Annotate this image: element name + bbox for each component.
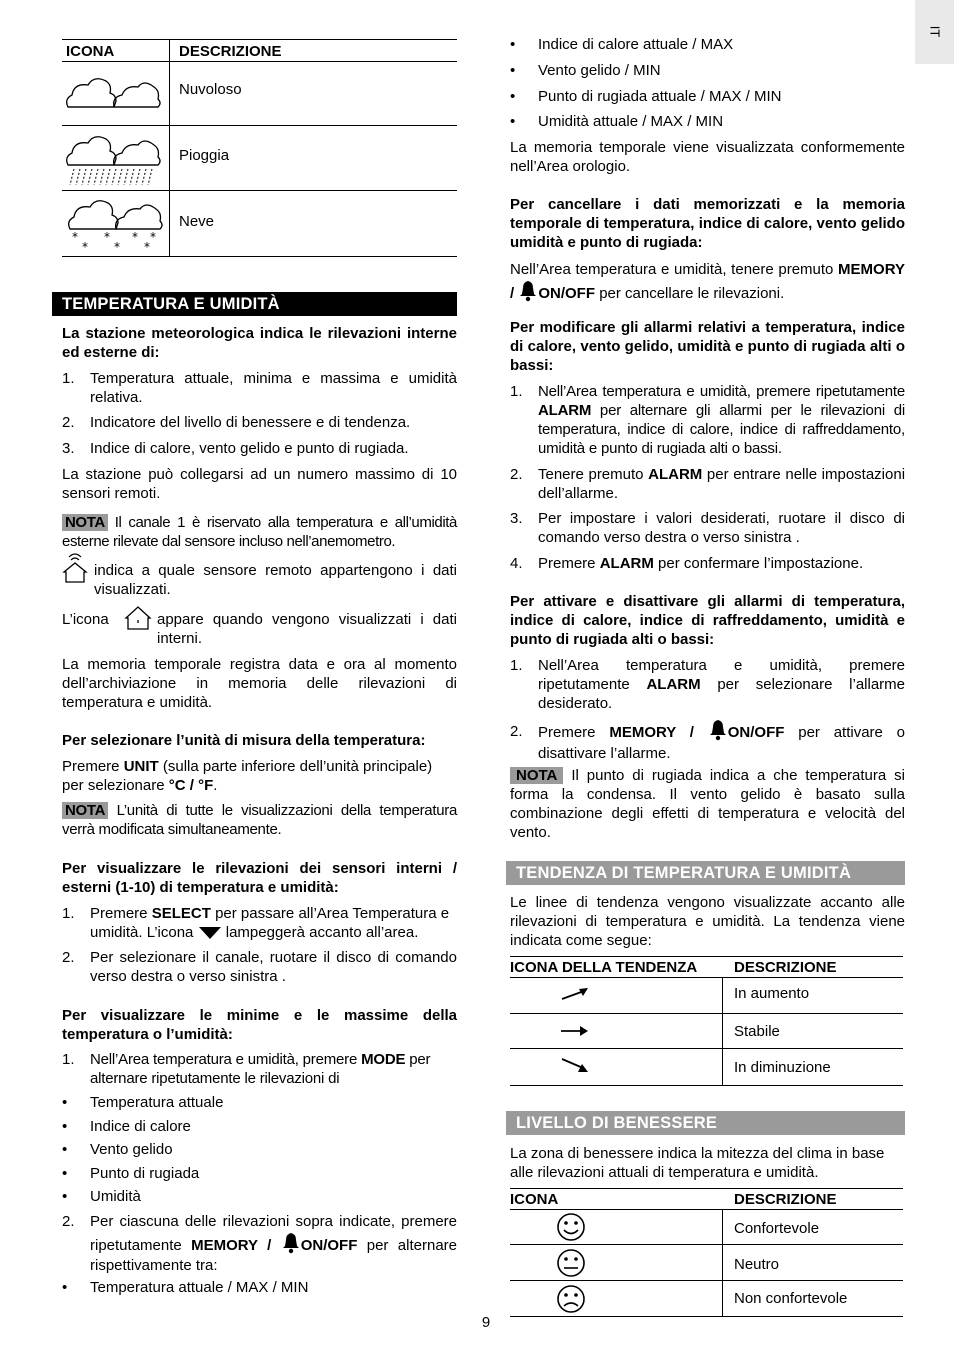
svg-text:*: * [114, 240, 120, 253]
weather-desc-snow: Neve [179, 213, 215, 230]
list-text: Indicatore del livello di benessere e di tendenza. [90, 414, 411, 431]
comfort-desc-comfortable: Confortevole [734, 1220, 820, 1237]
triangle-down-icon [198, 926, 222, 940]
cloud-icon [64, 73, 162, 113]
svg-text:*: * [104, 230, 110, 244]
list-number: 2. [62, 949, 75, 966]
list-item [510, 465, 905, 503]
list-text: Nell’Area temperatura e umidità, premere MODE per alternare ripetutamente le rilevazioni di [90, 1051, 431, 1087]
bullet-item: • Temperatura attuale [62, 1094, 224, 1111]
list-number: 1. [62, 1051, 75, 1068]
list-item [62, 413, 457, 432]
clear-heading: Per cancellare i dati memorizzati e la memoria temporale di temperatura, indice di calore, vento gelido umidità e punto di rugiada: [510, 196, 905, 251]
bullet-item: • Temperatura attuale / MAX / MIN [62, 1279, 309, 1296]
section-header-comfort: LIVELLO DI BENESSERE [506, 1111, 905, 1135]
list-text: Temperatura attuale, minima e massima e umidità relativa. [90, 370, 457, 406]
list-number: 2. [62, 1213, 75, 1230]
svg-text:*: * [144, 240, 150, 253]
bullet-item: • Indice di calore [62, 1117, 191, 1135]
list-item [62, 948, 457, 986]
list-number: 4. [510, 555, 523, 572]
list-item [510, 554, 905, 573]
nota-badge: NOTA [510, 767, 563, 784]
language-tab [915, 0, 954, 64]
remote-sensor-icon [62, 550, 88, 584]
list-item [510, 509, 905, 547]
comfort-table [510, 1188, 903, 1318]
bullet-item: • Umidità attuale / MAX / MIN [510, 113, 724, 130]
memory-text: La memoria temporale registra data e ora al momento dell’archiviazione in memoria delle rilevazioni di temperatura e umidità. [62, 656, 457, 711]
list-text: Tenere premuto ALARM per entrare nelle impostazioni dell’allarme. [538, 466, 906, 502]
view-heading: Per visualizzare le rilevazioni dei sensori interni / esterni (1-10) di temperatura e umidità: [62, 860, 457, 896]
list-item [510, 382, 905, 460]
svg-text:*: * [132, 230, 138, 244]
language-tab-label: IT [927, 25, 943, 38]
list-text: Premere MEMORY / ON/OFF per attivare o disattivare l’allarme. [538, 719, 905, 764]
list-number: 3. [62, 440, 75, 457]
nota-channel [62, 513, 457, 551]
table-header-icon: ICONA [66, 43, 115, 60]
rain-icon [64, 133, 162, 189]
table-header-description: DESCRIZIONE [179, 43, 282, 60]
nota-badge: NOTA [62, 802, 108, 819]
list-number: 1. [510, 383, 523, 400]
list-number: 2. [510, 466, 523, 483]
neutral-face-icon [556, 1248, 586, 1278]
bell-icon [518, 280, 538, 302]
comfort-desc-uncomfortable: Non confortevole [734, 1290, 848, 1307]
trend-desc-steady: Stabile [734, 1023, 780, 1040]
nota-badge: NOTA [62, 514, 108, 531]
list-number: 3. [510, 510, 523, 527]
list-number: 1. [62, 905, 75, 922]
bullet-item: • Vento gelido / MIN [510, 62, 661, 79]
bell-icon [281, 1232, 301, 1254]
list-number: 1. [62, 370, 75, 387]
arrow-down-icon [560, 1056, 590, 1074]
unit-heading: Per selezionare l’unità di misura della temperatura: [62, 732, 426, 749]
bullet-item: • Punto di rugiada [62, 1164, 200, 1182]
table-header-icon: ICONA DELLA TENDENZA [510, 959, 698, 976]
unit-text: Premere UNIT (sulla parte inferiore dell’unità principale) per selezionare °C / °F. [62, 758, 433, 794]
comfort-desc-neutral: Neutro [734, 1256, 780, 1273]
trend-desc-rising: In aumento [734, 985, 810, 1002]
svg-text:*: * [82, 240, 88, 253]
list-number: 2. [62, 414, 75, 431]
bell-icon [708, 719, 728, 741]
mem-display-text: La memoria temporale viene visualizzata conformemente nell’Area orologio. [510, 139, 905, 175]
nota-text: Il punto di rugiada indica a che temperatura si forma la condensa. Il vento gelido è basato sulla combinazione degli effetti di temperatura e velocità del vento. [510, 767, 905, 841]
list-number: 1. [510, 657, 523, 674]
page-number: 9 [481, 1314, 491, 1331]
table-header-description: DESCRIZIONE [734, 1191, 837, 1208]
list-text: Premere SELECT per passare all’Area Temperatura e umidità. L’icona lampeggerà accanto all’area. [90, 905, 450, 941]
minmax-heading: Per visualizzare le minime e le massime della temperatura o l’umidità: [62, 1007, 457, 1043]
list-text: Premere ALARM per confermare l’impostazione. [538, 555, 864, 572]
sensors-text: La stazione può collegarsi ad un numero massimo di 10 sensori remoti. [62, 466, 457, 502]
activate-heading: Per attivare e disattivare gli allarmi di temperatura, indice di calore, indice di raffreddamento, umidità e punto di rugiada alti o bassi: [510, 593, 905, 648]
licona-prefix: L’icona [62, 611, 109, 628]
alarm-heading: Per modificare gli allarmi relativi a temperatura, indice di calore, vento gelido, umidità e punto di rugiada alti o bassi: [510, 319, 905, 374]
list-item [62, 1212, 457, 1272]
trend-intro: Le linee di tendenza vengono visualizzate accanto alle rilevazioni di temperatura e umidità. La tendenza viene indicata come segue: [510, 894, 905, 949]
section-header-trend: TENDENZA DI TEMPERATURA E UMIDITÀ [506, 861, 905, 885]
temp-intro: La stazione meteorologica indica le rilevazioni interne ed esterne di: [62, 325, 457, 361]
nota-dewpoint [510, 766, 905, 842]
arrow-right-icon [560, 1024, 590, 1038]
arrow-up-icon [560, 986, 590, 1002]
nota-text: L’unità di tutte le visualizzazioni della temperatura verrà modificata simultaneamente. [62, 802, 457, 838]
list-text: Per impostare i valori desiderati, ruotare il disco di comando verso destra o verso sinistra . [538, 510, 905, 546]
section-header-temperature: TEMPERATURA E UMIDITÀ [52, 292, 457, 316]
bullet-item: • Punto di rugiada attuale / MAX / MIN [510, 88, 782, 105]
bullet-item: • Indice di calore attuale / MAX [510, 36, 734, 53]
frown-face-icon [556, 1284, 586, 1314]
licona-suffix: appare quando vengono visualizzati i dati interni. [157, 611, 457, 647]
table-header-icon: ICONA [510, 1191, 559, 1208]
smile-face-icon [556, 1212, 586, 1242]
list-item [510, 719, 905, 761]
list-text: Nell’Area temperatura e umidità, premere ripetutamente ALARM per selezionare l’allarme desiderato. [538, 657, 905, 712]
nota-text: Il canale 1 è riservato alla temperatura e all’umidità esterne rilevate dal sensore incluso nell’anemometro. [62, 514, 457, 550]
list-number: 2. [510, 723, 523, 740]
list-item [62, 904, 457, 942]
list-text: Per ciascuna delle rilevazioni sopra indicate, premere ripetutamente MEMORY / ON/OFF per alternare rispettivamente tra: [90, 1213, 457, 1274]
weather-desc-rain: Pioggia [179, 147, 230, 164]
nota-unit [62, 801, 457, 839]
home-icon [124, 605, 152, 631]
comfort-intro: La zona di benessere indica la mitezza del clima in base alle rilevazioni attuali di temperatura e umidità. [510, 1145, 885, 1181]
list-item [62, 439, 457, 458]
svg-text:*: * [72, 230, 78, 244]
trend-desc-falling: In diminuzione [734, 1059, 831, 1076]
remote-sensor-text: indica a quale sensore remoto appartengono i dati visualizzati. [94, 562, 457, 598]
svg-text:*: * [150, 230, 156, 244]
list-item [62, 369, 457, 407]
trend-table [510, 956, 903, 1086]
list-item [510, 656, 905, 713]
weather-desc-cloudy: Nuvoloso [179, 81, 242, 98]
table-header-description: DESCRIZIONE [734, 959, 837, 976]
list-text: Nell’Area temperatura e umidità, premere ripetutamente ALARM per alternare gli allarmi per le rilevazioni di temperatura, indice di calore, indice di raffreddamento, umidità e punto di rugiada alti o bassi. [538, 383, 906, 457]
snow-icon [64, 195, 164, 253]
bullet-item: • Vento gelido [62, 1141, 173, 1158]
clear-text: Nell’Area temperatura e umidità, tenere premuto MEMORY / ON/OFF per cancellare le rilevazioni. [510, 261, 905, 302]
list-text: Indice di calore, vento gelido e punto di rugiada. [90, 440, 409, 457]
bullet-item: • Umidità [62, 1188, 141, 1205]
list-item [62, 1050, 457, 1088]
list-text: Per selezionare il canale, ruotare il disco di comando verso destra o verso sinistra . [90, 949, 457, 985]
